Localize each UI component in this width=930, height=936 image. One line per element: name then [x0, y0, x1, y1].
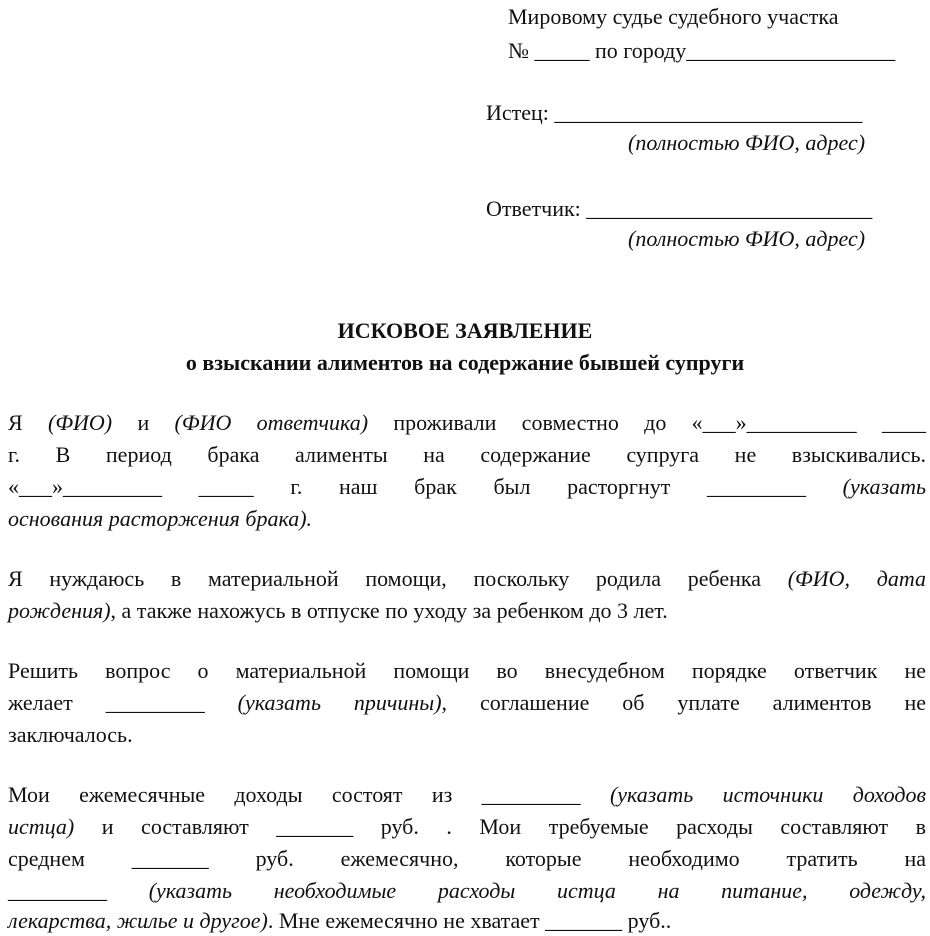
paragraph-3-line-1: Решить вопрос о материальной помощи во внесудебном порядке ответчик не — [8, 658, 926, 683]
p3-text: желает _________ — [8, 690, 238, 715]
paragraph-4-line-5 — [8, 906, 671, 936]
p1-hint-fio-defendant: (ФИО ответчика) — [174, 410, 369, 435]
paragraph-2-line-2 — [8, 596, 668, 626]
p2-hint-child: (ФИО, дата — [787, 566, 926, 591]
p1-text: и — [112, 410, 175, 435]
p4-text: Мои ежемесячные доходы состоят из _________ — [8, 782, 610, 807]
paragraph-1-line-2: г. В период брака алименты на содержание супруга не взыскивались. — [8, 442, 926, 467]
paragraph-4-line-2 — [8, 812, 926, 842]
addressee-line-1: Мировому судье судебного участка — [508, 4, 839, 29]
document-title: ИСКОВОЕ ЗАЯВЛЕНИЕ — [337, 318, 593, 343]
p4-text: . Мне ежемесячно не хватает _______ руб.. — [267, 908, 672, 933]
paragraph-1-line-1 — [8, 408, 926, 438]
plaintiff-hint: (полностью ФИО, адрес) — [628, 130, 866, 155]
paragraph-4-line-4 — [8, 876, 926, 906]
paragraph-1-line-3 — [8, 472, 926, 502]
defendant-hint: (полностью ФИО, адрес) — [628, 226, 866, 251]
p3-hint-reasons: (указать причины) — [237, 690, 442, 715]
p4-hint-expenses: (указать необходимые расходы истца на питание, одежду, — [148, 878, 926, 903]
p4-hint-expenses-cont: лекарства, жилье и другое) — [8, 908, 268, 933]
paragraph-3-line-2 — [8, 688, 926, 718]
plaintiff-label: Истец: ____________________________ — [486, 100, 863, 125]
p1-text: Я — [8, 410, 48, 435]
p3-text: , соглашение об уплате алиментов не — [441, 690, 926, 715]
p1-hint-reason: (указать — [842, 474, 926, 499]
p1-hint-fio: (ФИО) — [48, 410, 113, 435]
p1-text: проживали совместно до «___»__________ ____ — [368, 410, 926, 435]
paragraph-2-line-1 — [8, 564, 926, 594]
p1-text: «___»_________ _____ г. наш брак был расторгнут _________ — [8, 474, 843, 499]
paragraph-1-line-4: основания расторжения брака). — [8, 506, 313, 531]
p4-text: _________ — [8, 878, 149, 903]
defendant-label: Ответчик: __________________________ — [486, 196, 873, 221]
paragraph-3-line-3: заключалось. — [8, 722, 133, 747]
document-subtitle: о взыскании алиментов на содержание бывшей супруги — [185, 350, 745, 375]
p2-hint-birth: рождения) — [8, 598, 111, 623]
paragraph-4-line-1 — [8, 780, 926, 810]
p2-text: , а также нахожусь в отпуске по уходу за ребенком до 3 лет. — [110, 598, 668, 623]
addressee-line-2: № _____ по городу___________________ — [508, 38, 896, 63]
p4-text: и составляют _______ руб. . Мои требуемые расходы составляют в — [74, 814, 926, 839]
p4-hint-plaintiff: истца) — [8, 814, 75, 839]
paragraph-4-line-3: среднем _______ руб. ежемесячно, которые необходимо тратить на — [8, 846, 926, 871]
p2-text: Я нуждаюсь в материальной помощи, поскольку родила ребенка — [8, 566, 788, 591]
p4-hint-income: (указать источники доходов — [609, 782, 926, 807]
